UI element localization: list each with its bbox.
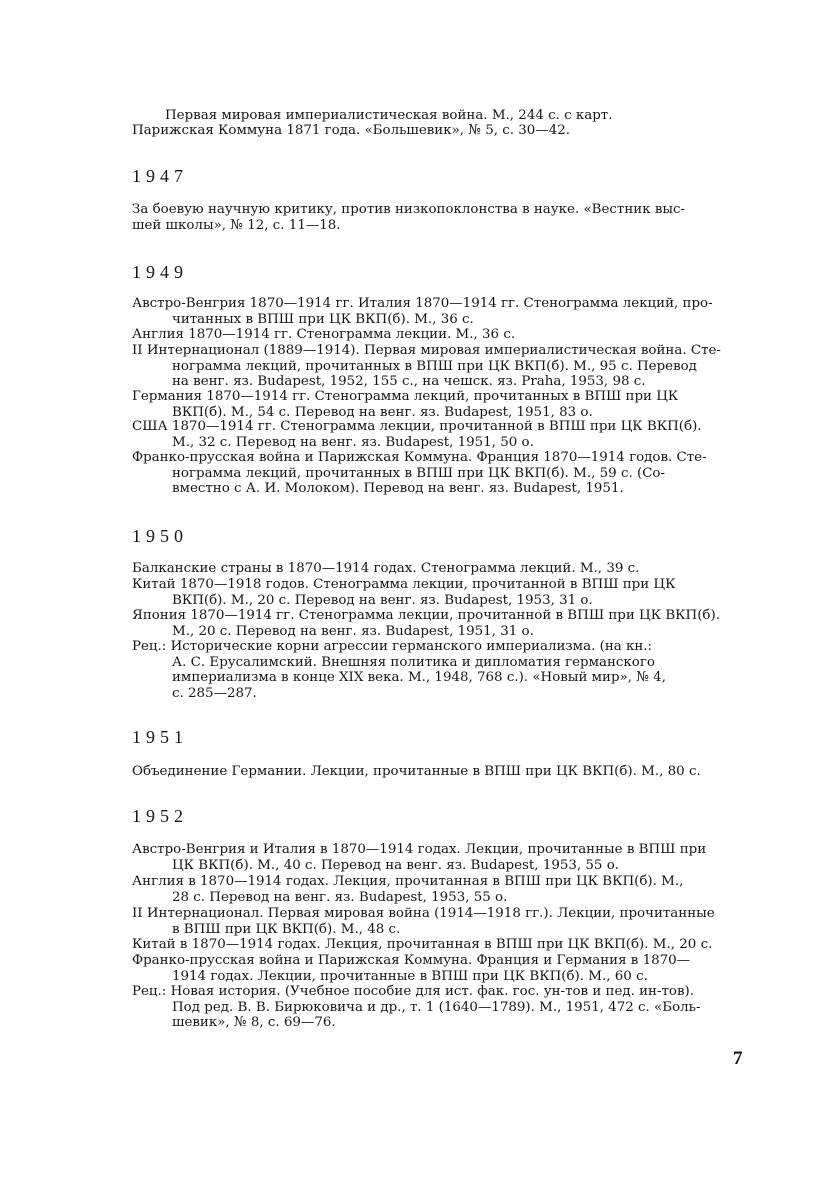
bibliography-entry bbox=[132, 343, 721, 390]
section-year: 1951 bbox=[132, 727, 188, 747]
bibliography-entry bbox=[132, 419, 702, 450]
entry-line: Германия 1870—1914 гг. Стенограмма лекций, прочитанных в ВПШ при ЦК bbox=[132, 389, 679, 404]
bibliography-entry bbox=[132, 577, 675, 608]
entry-line: Китай в 1870—1914 годах. Лекция, прочитанная в ВПШ при ЦК ВКП(б). М., 20 с. bbox=[132, 937, 713, 952]
entry-line: М., 32 с. Перевод на венг. яз. Budapest, 1951, 50 о. bbox=[172, 434, 534, 450]
entry-line: шевик», № 8, с. 69—76. bbox=[172, 1015, 336, 1030]
bibliography-entry bbox=[132, 874, 683, 905]
entry-line: 1914 годах. Лекции, прочитанные в ВПШ при ЦК ВКП(б). М., 60 с. bbox=[172, 968, 648, 984]
entry-line: Первая мировая империалистическая война. М., 244 с. с карт. bbox=[165, 108, 613, 123]
entry-line: Китай 1870—1918 годов. Стенограмма лекции, прочитанной в ВПШ при ЦК bbox=[132, 577, 676, 592]
entry-line: ВКП(б). М., 54 с. Перевод на венг. яз. Budapest, 1951, 83 о. bbox=[172, 404, 593, 420]
entry-line: За боевую научную критику, против низкопоклонства в науке. «Вестник выс- bbox=[132, 202, 686, 217]
bibliography-entry bbox=[132, 984, 700, 1031]
entry-line: Под ред. В. В. Бирюковича и др., т. 1 (1640—1789). М., 1951, 472 с. «Боль- bbox=[172, 999, 701, 1015]
entry-line: в ВПШ при ЦК ВКП(б). М., 48 с. bbox=[172, 921, 401, 937]
bibliography-entry bbox=[132, 906, 715, 937]
entry-line: вместно с А. И. Молоком). Перевод на венг. яз. Budapest, 1951. bbox=[172, 481, 624, 496]
entry-line: США 1870—1914 гг. Стенограмма лекции, прочитанной в ВПШ при ЦК ВКП(б). bbox=[132, 419, 702, 434]
bibliography-entry bbox=[132, 561, 639, 577]
bibliography-entry bbox=[132, 327, 515, 343]
entry-line: нограмма лекций, прочитанных в ВПШ при ЦК ВКП(б). М., 59 с. (Со- bbox=[172, 465, 666, 481]
entry-line: с. 285—287. bbox=[172, 685, 257, 701]
page-number: 7 bbox=[733, 1048, 743, 1069]
section-year: 1950 bbox=[132, 526, 188, 546]
bibliography-entry bbox=[132, 764, 701, 780]
entry-line: Рец.: Исторические корни агрессии германского империализма. (на кн.: bbox=[132, 639, 653, 654]
bibliography-entry bbox=[132, 202, 685, 233]
bibliography-entry bbox=[132, 389, 678, 420]
entry-line: II Интернационал. Первая мировая война (1914—1918 гг.). Лекции, прочитанные bbox=[132, 906, 715, 921]
entry-line: Франко-прусская война и Парижская Коммуна. Франция 1870—1914 годов. Сте- bbox=[132, 450, 707, 465]
section-year: 1949 bbox=[132, 262, 188, 282]
entry-line: М., 20 с. Перевод на венг. яз. Budapest, 1951, 31 о. bbox=[172, 623, 534, 639]
entry-line: 28 с. Перевод на венг. яз. Budapest, 1953, 55 о. bbox=[172, 889, 508, 905]
entry-line: II Интернационал (1889—1914). Первая мировая империалистическая война. Сте- bbox=[132, 343, 721, 358]
entry-line: нограмма лекций, прочитанных в ВПШ при ЦК ВКП(б). М., 95 с. Перевод bbox=[172, 358, 697, 374]
entry-line: империализма в конце XIX века. М., 1948, 768 с.). «Новый мир», № 4, bbox=[172, 670, 666, 685]
entry-line: Австро-Венгрия и Италия в 1870—1914 годах. Лекции, прочитанные в ВПШ при bbox=[132, 842, 707, 857]
bibliography-entry bbox=[132, 450, 707, 497]
bibliography-entry bbox=[132, 842, 706, 873]
bibliography-entry bbox=[165, 108, 612, 124]
bibliography-entry bbox=[132, 953, 690, 984]
entry-line: ЦК ВКП(б). М., 40 с. Перевод на венг. яз. Budapest, 1953, 55 о. bbox=[172, 857, 620, 873]
entry-line: Англия в 1870—1914 годах. Лекция, прочитанная в ВПШ при ЦК ВКП(б). М., bbox=[132, 874, 684, 889]
entry-line: Франко-прусская война и Парижская Коммуна. Франция и Германия в 1870— bbox=[132, 953, 691, 968]
entry-line: читанных в ВПШ при ЦК ВКП(б). М., 36 с. bbox=[172, 311, 474, 327]
entry-line: А. С. Ерусалимский. Внешняя политика и дипломатия германского bbox=[172, 654, 655, 670]
entry-line: Рец.: Новая история. (Учебное пособие для ист. фак. гос. ун-тов и пед. ин-тов). bbox=[132, 984, 694, 999]
entry-line: ВКП(б). М., 20 с. Перевод на венг. яз. Budapest, 1953, 31 о. bbox=[172, 592, 593, 608]
entry-line: Балканские страны в 1870—1914 годах. Стенограмма лекций. М., 39 с. bbox=[132, 561, 640, 576]
section-year: 1947 bbox=[132, 166, 188, 186]
bibliography-entry bbox=[132, 639, 666, 701]
section-year: 1952 bbox=[132, 806, 188, 826]
bibliography-entry bbox=[132, 937, 712, 953]
entry-line: Англия 1870—1914 гг. Стенограмма лекции. М., 36 с. bbox=[132, 327, 516, 342]
bibliography-entry bbox=[132, 123, 570, 139]
entry-line: на венг. яз. Budapest, 1952, 155 с., на чешск. яз. Praha, 1953, 98 с. bbox=[172, 374, 646, 389]
entry-line: Объединение Германии. Лекции, прочитанные в ВПШ при ЦК ВКП(б). М., 80 с. bbox=[132, 764, 701, 779]
bibliography-entry bbox=[132, 296, 713, 327]
entry-line: Япония 1870—1914 гг. Стенограмма лекции, прочитанной в ВПШ при ЦК ВКП(б). bbox=[132, 608, 720, 623]
entry-line: шей школы», № 12, с. 11—18. bbox=[132, 217, 341, 233]
bibliography-entry bbox=[132, 608, 720, 639]
entry-line: Парижская Коммуна 1871 года. «Большевик», № 5, с. 30—42. bbox=[132, 123, 570, 138]
entry-line: Австро-Венгрия 1870—1914 гг. Италия 1870—1914 гг. Стенограмма лекций, про- bbox=[132, 296, 713, 311]
